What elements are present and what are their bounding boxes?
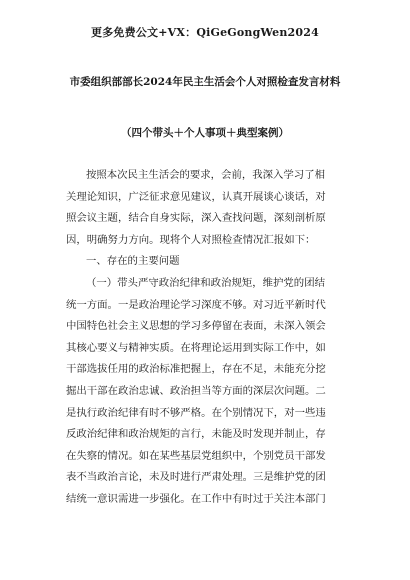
paragraph-line: 统一方面。一是政治理论学习深度不够。对习近平新时代 (66, 298, 326, 311)
paragraph-line: 表不当政治言论，未及时进行严肃处理。三是维护党的团 (66, 471, 326, 484)
paragraph-line: 按照本次民主生活会的要求，会前，我深入学习了相 (86, 169, 325, 181)
document-title: 市委组织部部长2024年民主生活会个人对照检查发言材料 (69, 76, 341, 88)
document-subtitle: （四个带头＋个人事项＋典型案例） (121, 127, 289, 139)
paragraph-line: 反政治纪律和政治规矩的言行，未能及时发现并制止，存 (66, 428, 326, 441)
paragraph-line: 照会议主题，结合自身实际，深入查找问题，深刻剖析原 (66, 212, 326, 225)
paragraph-line: 因，明确努力方向。现将个人对照检查情况汇报如下： (66, 233, 316, 246)
paragraph-line: 结统一意识需进一步强化。在工作中有时过于关注本部门 (66, 492, 326, 505)
section-heading: 一、存在的主要问题 (86, 255, 180, 268)
paragraph-line: 关理论知识，广泛征求意见建议，认真开展谈心谈话，对 (66, 190, 326, 203)
paragraph-line: （一）带头严守政治纪律和政治规矩，维护党的团结 (86, 276, 325, 289)
document-body (66, 165, 350, 511)
paragraph-line: 在失察的情况。如在某些基层党组织中，个别党员干部发 (66, 449, 326, 462)
paragraph-line: 中国特色社会主义思想的学习多停留在表面，未深入领会 (66, 320, 326, 333)
paragraph-line: 干部选拔任用的政治标准把握上，存在不足，未能充分挖 (66, 363, 326, 376)
paragraph-line: 其核心要义与精神实质。在将理论运用到实际工作中，如 (66, 341, 326, 354)
paragraph-line: 掘出干部在政治忠诚、政治担当等方面的深层次问题。二 (66, 384, 326, 397)
watermark-text: 更多免费公文+VX：QiGeGongWen2024 (91, 26, 319, 39)
paragraph-line: 是执行政治纪律有时不够严格。在个别情况下，对一些违 (66, 406, 326, 419)
